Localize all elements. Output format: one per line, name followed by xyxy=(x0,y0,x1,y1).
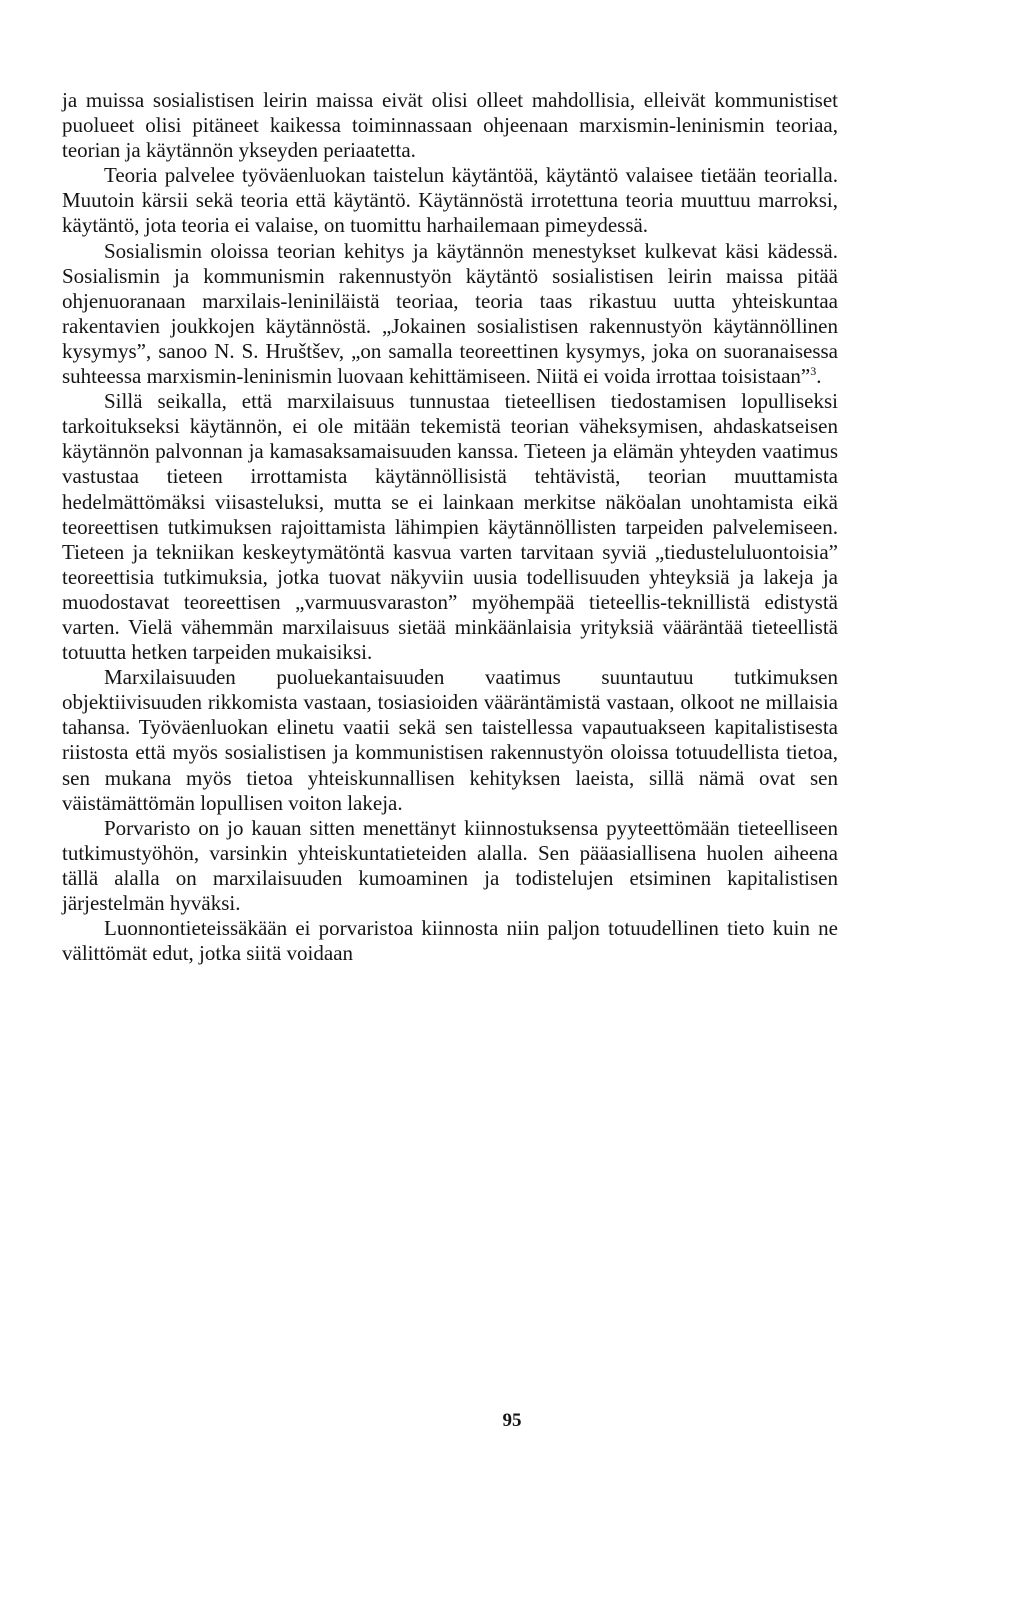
paragraph-5 xyxy=(62,665,838,816)
paragraph-2-text: Teoria palvelee työväenluokan taistelun käytäntöä, käytäntö valaisee tietään teorialla. Muutoin kärsii sekä teoria että käytäntö. Käytännöstä irrotettuna teoria muuttuu marroksi, käytäntö, jota teoria ei valaise, on tuomittu harhailemaan pimeydessä. xyxy=(62,163,838,238)
paragraph-6 xyxy=(62,816,838,916)
paragraph-3 xyxy=(62,239,838,390)
page-number: 95 xyxy=(502,1410,522,1431)
paragraph-6-text: Porvaristo on jo kauan sitten menettänyt kiinnostuksensa pyyteettömään tieteelliseen tutkimustyöhön, varsinkin yhteiskuntatieteiden alalla. Sen pääasiallisena huolen aiheena tällä alalla on marxilaisuuden kumoaminen ja todistelujen etsiminen kapitalistisen järjestelmän hyväksi. xyxy=(62,815,838,915)
paragraph-4 xyxy=(62,389,838,665)
footnote-marker: 3 xyxy=(810,364,817,379)
paragraph-2 xyxy=(62,163,838,238)
paragraph-5-text: Marxilaisuuden puoluekantaisuuden vaatimus suuntautuu tutkimuksen objektiivisuuden rikkomista vastaan, tosiasioiden vääräntämistä vastaan, olkoot ne millaisia tahansa. Työväenluokan elinetu vaatii sekä sen taistellessa vapautuakseen kapitalistisesta riistosta että myös sosialistisen ja kommunistisen rakennustyön oloissa totuudellista tietoa, sen mukana myös tietoa yhteiskunnallisen kehityksen laeista, sillä nämä ovat sen väistämättömän lopullisen voiton lakeja. xyxy=(62,665,838,815)
body-text xyxy=(62,88,838,966)
paragraph-3-text: Sosialismin oloissa teorian kehitys ja käytännön menestykset kulkevat käsi kädessä. Sosialismin ja kommunismin rakennustyön käytäntö sosialistisen leirin maissa pitää ohjenuoranaan marxilais-leniniläistä teoriaa, teoria taas rikastuu uutta yhteiskuntaa rakentavien joukkojen käytännöstä. „Jokainen sosialistisen rakennustyön käytännöllinen kysymys”, sanoo N. S. Hruštšev, „on samalla teoreettinen kysymys, joka on suoranaisessa suhteessa marxismin-leninismin luovaan kehittämiseen. Niitä ei voida irrottaa toisistaan” xyxy=(62,238,838,389)
paragraph-4-text: Sillä seikalla, että marxilaisuus tunnustaa tieteellisen tiedostamisen lopulliseksi tarkoitukseksi käytännön, ei ole mitään tekemistä teorian väheksymisen, ahdaskatseisen käytännön palvonnan ja kamasaksamaisuuden kanssa. Tieteen ja elämän yhteyden vaatimus vastustaa tieteen irrottamista käytännöllisistä tehtävistä, teorian muuttamista hedelmättömäksi viisasteluksi, mutta se ei lainkaan merkitse näköalan unohtamista eikä teoreettisen tutkimuksen rajoittamista lähimpien käytännöllisten tarpeiden palvelemiseen. Tieteen ja tekniikan keskeytymätöntä kasvua varten tarvitaan syviä „tiedusteluluontoisia” teoreettisia tutkimuksia, jotka tuovat näkyviin uusia todellisuuden yhteyksiä ja lakeja ja muodostavat teoreettisen „varmuusvaraston” myöhempää tieteellis-teknillistä edistystä varten. Vielä vähemmän marxilaisuus sietää minkäänlaisia yrityksiä vääräntää tieteellistä totuutta hetken tarpeiden mukaisiksi. xyxy=(62,389,838,665)
paragraph-3-end: . xyxy=(816,364,822,389)
paragraph-7-text: Luonnontieteissäkään ei porvaristoa kiinnosta niin paljon totuudellinen tieto kuin ne välittömät edut, jotka siitä voidaan xyxy=(62,916,838,966)
paragraph-7 xyxy=(62,916,838,966)
paragraph-1 xyxy=(62,88,838,163)
paragraph-1-text: ja muissa sosialistisen leirin maissa eivät olisi olleet mahdollisia, elleivät kommunistiset puolueet olisi pitäneet kaikessa toiminnassaan ohjeenaan marxismin-leninismin teoriaa, teorian ja käytännön ykseyden periaatetta. xyxy=(62,88,838,163)
